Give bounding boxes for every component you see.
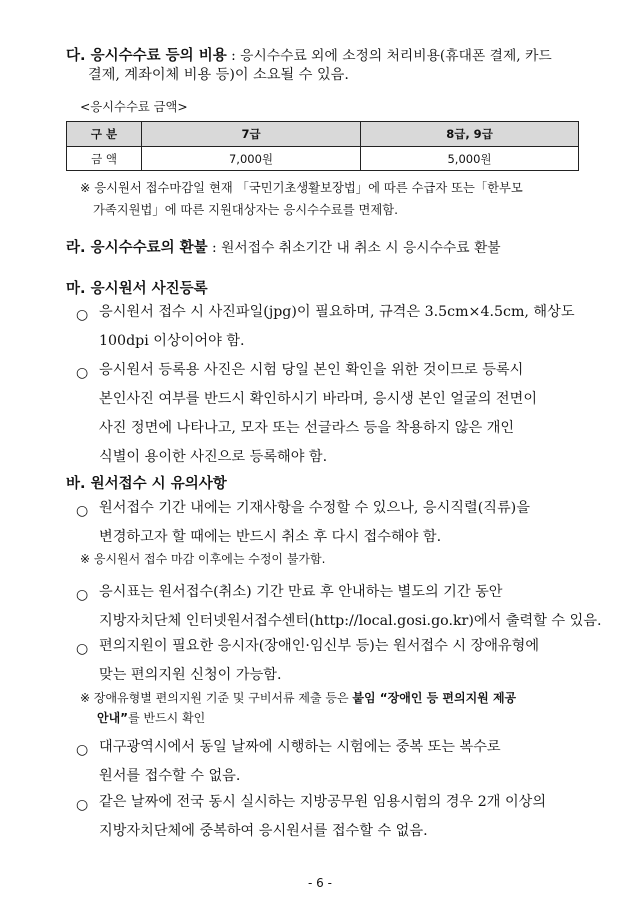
bullet-icon: ○ xyxy=(76,503,89,519)
gosi-link[interactable]: http://local.gosi.go.kr xyxy=(314,613,469,629)
section-ma-item2: 응시원서 등록용 사진은 시험 당일 본인 확인을 위한 것이므로 등록시 본인사진 여부를 반드시 확인하시기 바라며, 응시생 본인 얼굴의 전면이 사진 정면에 나타나고, 모자 또는 선글라스 등을 착용하지 않은 개인 식별이 용이한 사진으로 등록해야 함. xyxy=(99,362,538,465)
fee-table-header-row xyxy=(67,122,579,147)
section-ma-item1: 응시원서 접수 시 사진파일(jpg)이 필요하며, 규격은 3.5cm×4.5cm, 해상도 100dpi 이상이어야 함. xyxy=(99,304,575,349)
section-da-heading: 다. 응시수수료 등의 비용 xyxy=(66,48,227,64)
fee-row-label: 금 액 xyxy=(67,147,142,171)
bullet-icon: ○ xyxy=(76,365,89,381)
bullet-icon: ○ xyxy=(76,797,89,813)
bullet-icon: ○ xyxy=(76,641,89,657)
fee-table-caption: <응시수수료 금액> xyxy=(80,100,188,114)
fee-note-line1: ※ 응시원서 접수마감일 현재 「국민기초생활보장법」에 따른 수급자 또는「한부모 xyxy=(80,181,523,195)
section-ba-item2: 응시표는 원서접수(취소) 기간 만료 후 안내하는 별도의 기간 동안 지방자치단체 인터넷원서접수센터(http://local.gosi.go.kr)에서 출력할 수 있음. xyxy=(99,584,602,629)
fee-header-category: 구 분 xyxy=(67,122,142,147)
bullet-icon: ○ xyxy=(76,307,89,323)
section-da-text: : 응시수수료 외에 소정의 처리비용(휴대폰 결제, 카드 xyxy=(226,48,552,64)
page-number: - 6 - xyxy=(308,876,332,890)
section-ba-heading: 바. 원서접수 시 유의사항 xyxy=(66,476,227,492)
fee-header-grade7: 7급 xyxy=(142,122,361,147)
section-ma-heading: 마. 응시원서 사진등록 xyxy=(66,281,208,297)
section-ba-item5: 같은 날짜에 전국 동시 실시하는 지방공무원 임용시험의 경우 2개 이상의 지방자치단체에 중복하여 응시원서를 접수할 수 없음. xyxy=(99,794,547,839)
fee-note xyxy=(80,177,523,221)
bullet-icon: ○ xyxy=(76,587,89,603)
section-ba-item1: 원서접수 기간 내에는 기재사항을 수정할 수 있으나, 응시직렬(직류)을 변경하고자 할 때에는 반드시 취소 후 다시 접수해야 함. xyxy=(99,500,530,545)
section-ba-note1: ※ 응시원서 접수 마감 이후에는 수정이 불가함. xyxy=(80,552,326,566)
section-ra-heading: 라. 응시수수료의 환불 xyxy=(66,240,208,256)
fee-note-line2: 가족지원법」에 따른 지원대상자는 응시수수료를 면제함. xyxy=(93,203,399,217)
bullet-icon: ○ xyxy=(76,742,89,758)
fee-table xyxy=(66,121,579,171)
section-ba-item4: 대구광역시에서 동일 날짜에 시행하는 시험에는 중복 또는 복수로 원서를 접수할 수 없음. xyxy=(99,739,501,784)
fee-row-grade7: 7,000원 xyxy=(142,147,361,171)
fee-header-grade89: 8급, 9급 xyxy=(361,122,579,147)
section-ra-text: : 원서접수 취소기간 내 취소 시 응시수수료 환불 xyxy=(207,240,501,256)
fee-table-row xyxy=(67,147,579,171)
section-ra xyxy=(66,236,501,257)
section-ba-note2: ※ 장애유형별 편의지원 기준 및 구비서류 제출 등은 붙임 “장애인 등 편의지원 제공 안내”를 반드시 확인 xyxy=(80,691,517,725)
fee-row-grade89: 5,000원 xyxy=(361,147,579,171)
section-ba-item3: 편의지원이 필요한 응시자(장애인·임신부 등)는 원서접수 시 장애유형에 맞는 편의지원 신청이 가능함. xyxy=(99,638,540,683)
section-da-line2: 결제, 계좌이체 비용 등)이 소요될 수 있음. xyxy=(88,67,349,83)
